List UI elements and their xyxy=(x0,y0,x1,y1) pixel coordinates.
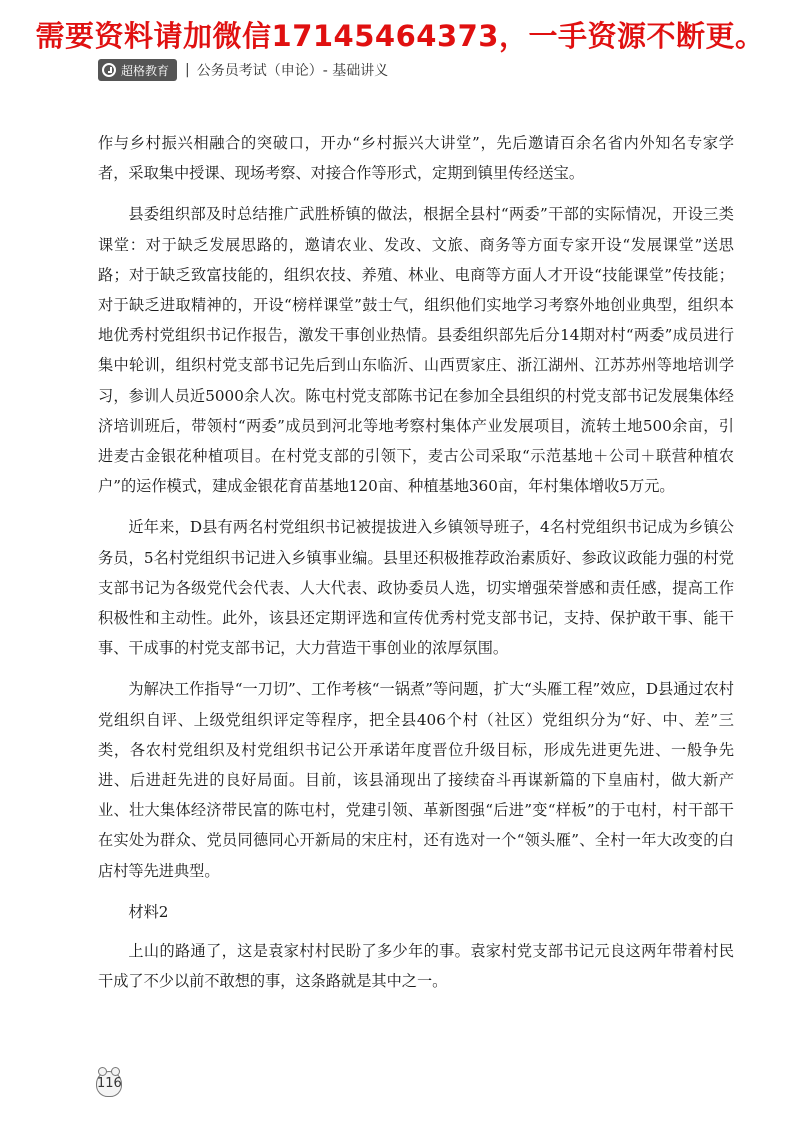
brand-logo-icon xyxy=(102,63,116,77)
material2-paragraph: 上山的路通了，这是袁家村村民盼了多少年的事。袁家村党支部书记元良这两年带着村民干成了不少以前不敢想的事，这条路就是其中之一。 xyxy=(98,941,734,991)
paragraph-1: 作与乡村振兴相融合的突破口，开办“乡村振兴大讲堂”，先后邀请百余名省内外知名专家学者，采取集中授课、现场考察、对接合作等形式，定期到镇里传经送宝。 xyxy=(98,134,734,183)
watermark-banner: 需要资料请加微信17145464373，一手资源不断更。 xyxy=(35,19,765,53)
page-number: 116 xyxy=(96,1071,122,1097)
page-header xyxy=(98,58,388,82)
brand-name: 超格教育 xyxy=(121,63,170,78)
paragraph-3: 近年来，D县有两名村党组织书记被提拔进入乡镇领导班子，4名村党组织书记成为乡镇公务员，5名村党组织书记进入乡镇事业编。县里还积极推荐政治素质好、参政议政能力强的村党支部书记为各级党代会代表、人大代表、政协委员人选，切实增强荣誉感和责任感，提高工作积极性和主动性。此外，该县还定期评选和宣传优秀村党支部书记，支持、保护敢干事、能干事、干成事的村党支部书记，大力营造干事创业的浓厚氛围。 xyxy=(98,518,734,658)
brand-logo xyxy=(98,59,177,81)
paragraph-2: 县委组织部及时总结推广武胜桥镇的做法，根据全县村“两委”干部的实际情况，开设三类课堂：对于缺乏发展思路的，邀请农业、发改、文旅、商务等方面专家开设“发展课堂”送思路；对于缺乏致富技能的，组织农技、养殖、林业、电商等方面人才开设“技能课堂”传技能；对于缺乏进取精神的，开设“榜样课堂”鼓士气，组织他们实地学习考察外地创业典型，组织本地优秀村党组织书记作报告，激发干事创业热情。县委组织部先后分14期对村“两委”成员进行集中轮训，组织村党支部书记先后到山东临沂、山西贾家庄、浙江湖州、江苏苏州等地培训学习，参训人员近5000余人次。陈屯村党支部陈书记在参加全县组织的村党支部书记发展集体经济培训班后，带领村“两委”成员到河北等地考察村集体产业发展项目，流转土地500余亩，引进麦古金银花种植项目。在村党支部的引领下，麦古公司采取“示范基地＋公司＋联营种植农户”的运作模式，建成金银花育苗基地120亩、种植基地360亩，年村集体增收5万元。 xyxy=(98,205,734,496)
header-separator: | xyxy=(185,62,190,78)
document-body xyxy=(98,128,734,1007)
paragraph-4: 为解决工作指导“一刀切”、工作考核“一锅煮”等问题，扩大“头雁工程”效应，D县通过农村党组织自评、上级党组织评定等程序，把全县406个村（社区）党组织分为“好、中、差”三类，各农村党组织及村党组织书记公开承诺年度晋位升级目标，形成先进更先进、一般争先进、后进赶先进的良好局面。目前，该县涌现出了接续奋斗再谋新篇的下皇庙村，做大新产业、壮大集体经济带民富的陈屯村，党建引领、革新图强“后进”变“样板”的于屯村，村干部干在实处为群众、党员同德同心开新局的宋庄村，还有选对一个“领头雁”、全村一年大改变的白店村等先进典型。 xyxy=(98,680,734,880)
section-heading: 材料2 xyxy=(128,902,169,921)
header-title: 公务员考试（申论）- 基础讲义 xyxy=(196,63,389,79)
